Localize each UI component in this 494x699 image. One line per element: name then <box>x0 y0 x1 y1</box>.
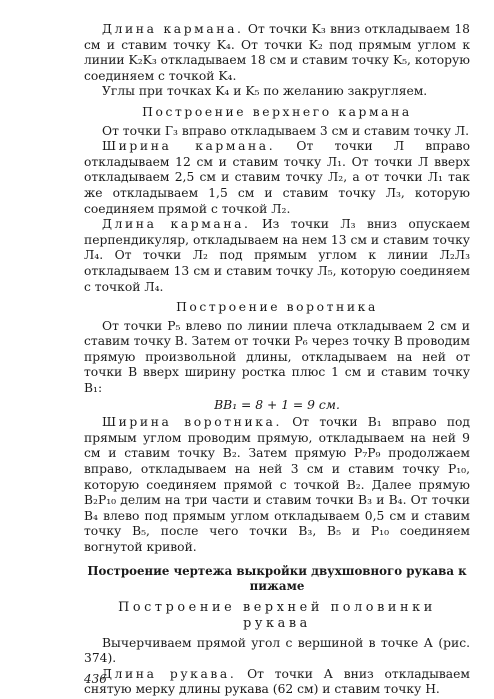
paragraph-text: От точки В₁ вправо под прямым углом проводим прямую, откладываем на ней 9 см и ставим точку В₂. Затем прямую Р₇Р₉ продолжаем вправо, откладываем на ней 3 см и ставим точку Р₁₀, которую соединяем прямой с точкой В₂. Далее прямую В₂Р₁₀ делим на три части и ставим точки В₃ и В₄. От точки В₄ влево под прямым углом откладываем 0,5 см и ставим точку В₅, после чего точки В₃, В₅ и Р₁₀ соединяем вогнутой кривой. <box>84 415 471 554</box>
paragraph-collar-start <box>84 319 470 397</box>
paragraph-text: Углы при точках K₄ и K₅ по желанию закругляем. <box>102 84 428 99</box>
paragraph-text: От точки Г₃ вправо откладываем 3 см и ставим точку Л. <box>102 123 470 138</box>
paragraph-corners <box>84 84 470 100</box>
page-text <box>84 22 470 698</box>
paragraph-text: От точки Л вправо откладываем 12 см и ставим точку Л₁. От точки Л вверх откладываем 2,5 см и ставим точку Л₂, а от точки Л₁ так же откладываем 1,5 см и ставим точку Л₃, которую соединяем прямой с точкой Л₂. <box>84 139 470 216</box>
paragraph-text: От точки K₃ вниз откладываем 18 см и ставим точку K₄. От точки K₂ под прямым углом к линии K₂K₃ откладываем 18 см и ставим точку K₅, которую соединяем с точкой K₄. <box>84 22 470 83</box>
section-heading-sleeve-pattern: Построение чертежа выкройки двухшовного рукава к пижаме <box>87 563 467 593</box>
section-heading-upper-pocket: Построение верхнего кармана <box>142 104 412 119</box>
paragraph-upper-pocket-length <box>84 217 470 295</box>
lead-term: Длина кармана. <box>102 22 244 36</box>
lead-term: Длина кармана. <box>102 217 251 232</box>
paragraph-pocket-width <box>84 139 470 217</box>
formula: ВВ₁ = 8 + 1 = 9 см. <box>214 397 340 412</box>
section-heading-upper-sleeve: Построение верхней половинки рукава <box>118 599 436 631</box>
lead-term: Длина рукава. <box>102 666 237 681</box>
paragraph-text: От точки А вниз откладываем снятую мерку длины рукава (62 см) и ставим точку Н. <box>84 666 470 697</box>
lead-term: Ширина кармана. <box>102 139 276 154</box>
paragraph-point-l <box>84 124 470 140</box>
paragraph-pocket-length <box>84 22 470 84</box>
paragraph-text: От точки Р₅ влево по линии плеча откладываем 2 см и ставим точку В. Затем от точки Р₆ через точку В проводим прямую произвольной длины, откладываем на ней от точки В вверх ширину ростка плюс 1 см и ставим точку В₁: <box>84 318 470 396</box>
paragraph-right-angle <box>84 636 470 667</box>
paragraph-collar-width <box>84 415 470 555</box>
section-heading-collar: Построение воротника <box>176 300 378 315</box>
paragraph-text: Вычерчиваем прямой угол с вершиной в точке А (рис. 374). <box>84 635 470 666</box>
lead-term: Ширина воротника. <box>102 415 282 430</box>
paragraph-text: Из точки Л₃ вниз опускаем перпендикуляр, откладываем на нем 13 см и ставим точку Л₄. От точки Л₂ под прямым углом к линии Л₂Л₃ откладываем 13 см и ставим точку Л₅, которую соединяем с точкой Л₄. <box>84 217 470 294</box>
page-number: 436 <box>84 672 107 686</box>
paragraph-sleeve-length <box>84 667 470 698</box>
